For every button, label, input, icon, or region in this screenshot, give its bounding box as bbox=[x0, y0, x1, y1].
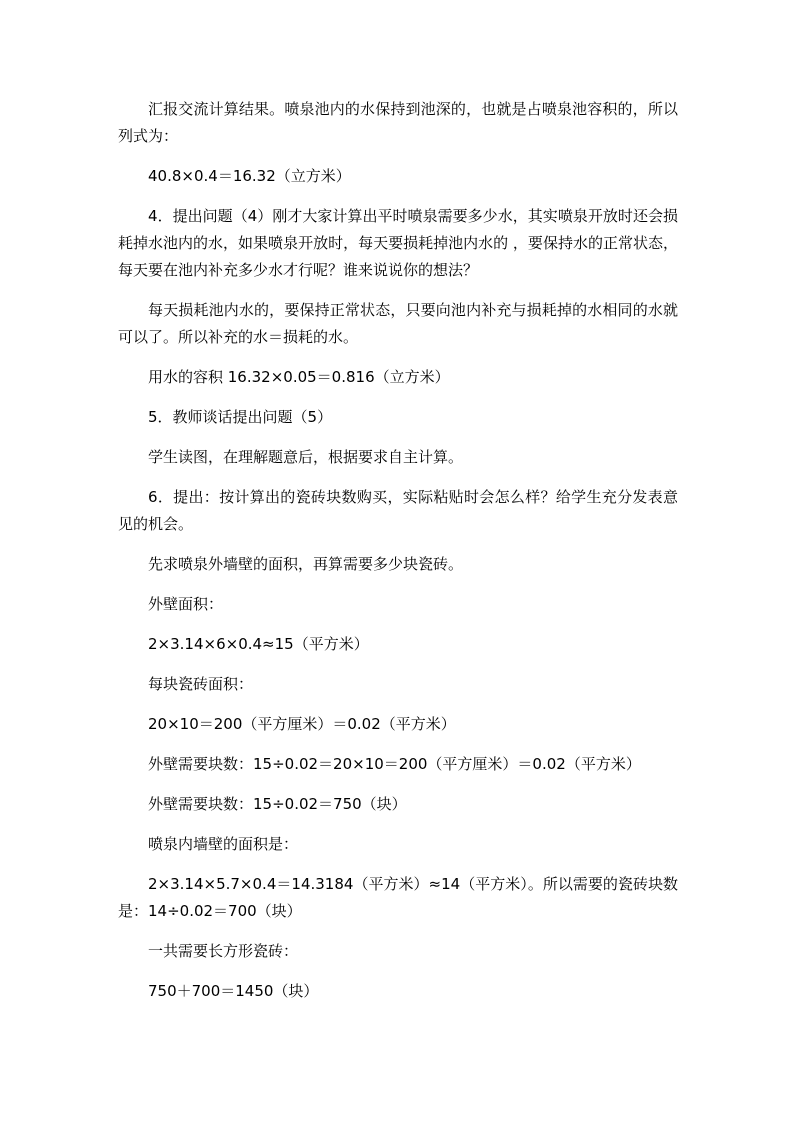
paragraph-3: 4．提出问题（4）刚才大家计算出平时喷泉需要多少水，其实喷泉开放时还会损耗掉水池内的水，如果喷泉开放时，每天要损耗掉池内水的 ，要保持水的正常状态，每天要在池内补充多少水才行呢？谁来说说你的想法？ bbox=[118, 207, 678, 279]
document-page bbox=[118, 96, 678, 1005]
paragraph-17: 2×3.14×5.7×0.4＝14.3184（平方米）≈14（平方米）。所以需要的瓷砖块数是：14÷0.02＝700（块） bbox=[118, 875, 678, 920]
paragraph-16: 喷泉内墙壁的面积是： bbox=[148, 835, 299, 853]
paragraph-14: 外壁需要块数：15÷0.02＝20×10＝200（平方厘米）＝0.02（平方米） bbox=[148, 755, 641, 773]
paragraph-13: 20×10＝200（平方厘米）＝0.02（平方米） bbox=[148, 715, 456, 733]
paragraph-4: 每天损耗池内水的，要保持正常状态，只要向池内补充与损耗掉的水相同的水就可以了。所以补充的水＝损耗的水。 bbox=[118, 301, 678, 346]
paragraph-8: 6．提出：按计算出的瓷砖块数购买，实际粘贴时会怎么样？给学生充分发表意见的机会。 bbox=[118, 488, 678, 533]
paragraph-5: 用水的容积 16.32×0.05＝0.816（立方米） bbox=[148, 368, 450, 386]
paragraph-18: 一共需要长方形瓷砖： bbox=[148, 942, 299, 960]
paragraph-2: 40.8×0.4＝16.32（立方米） bbox=[148, 167, 351, 185]
paragraph-1: 汇报交流计算结果。喷泉池内的水保持到池深的，也就是占喷泉池容积的，所以列式为： bbox=[118, 100, 678, 145]
paragraph-19: 750＋700＝1450（块） bbox=[148, 982, 319, 1000]
paragraph-9: 先求喷泉外墙壁的面积，再算需要多少块瓷砖。 bbox=[148, 555, 464, 573]
paragraph-12: 每块瓷砖面积： bbox=[148, 675, 254, 693]
paragraph-10: 外壁面积： bbox=[148, 595, 224, 613]
paragraph-6: 5．教师谈话提出问题（5） bbox=[148, 408, 333, 426]
paragraph-15: 外壁需要块数：15÷0.02＝750（块） bbox=[148, 795, 407, 813]
paragraph-7: 学生读图，在理解题意后，根据要求自主计算。 bbox=[148, 448, 464, 466]
paragraph-11: 2×3.14×6×0.4≈15（平方米） bbox=[148, 635, 369, 653]
